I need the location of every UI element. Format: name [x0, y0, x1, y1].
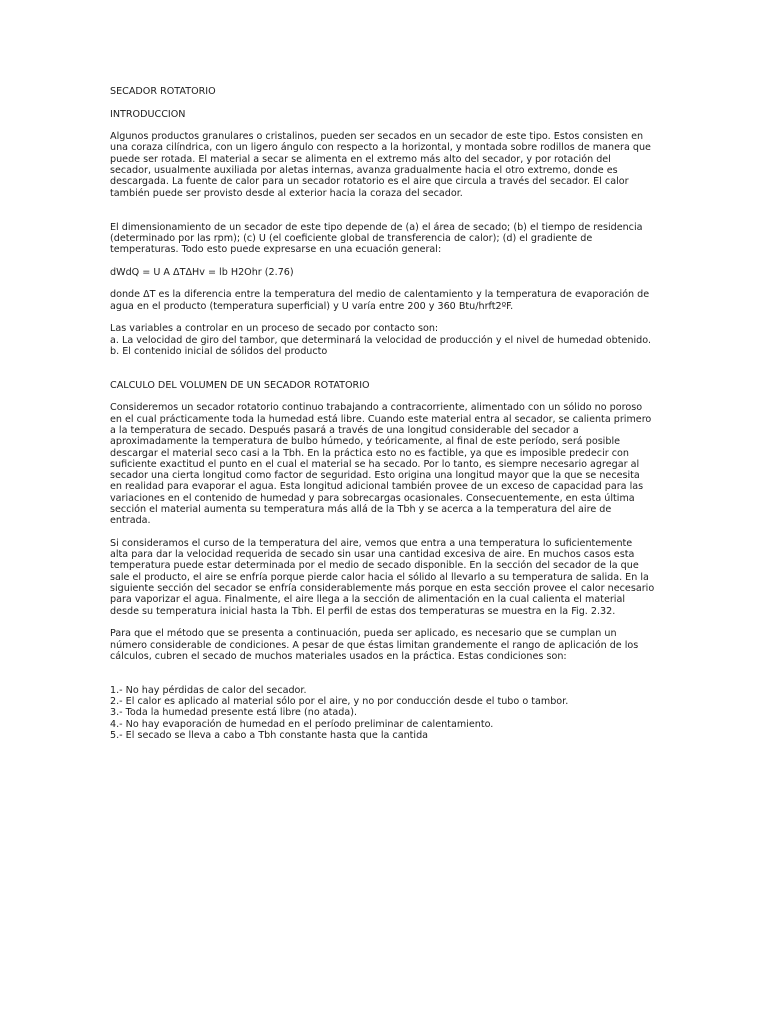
list-item: 5.- El secado se lleva a cabo a Tbh constante hasta que la cantida — [110, 729, 429, 741]
list-item: 3.- Toda la humedad presente está libre (no atada). — [110, 707, 358, 719]
conditions-list — [110, 685, 662, 741]
list-item: 2.- El calor es aplicado al material sólo por el aire, y no por conducción desde el tubo o tambor. — [110, 696, 569, 708]
paragraph-variables: Las variables a controlar en un proceso de secado por contacto son: a. La velocidad de giro del tambor, que determinará la velocidad de producción y el nivel de humedad obtenido. b. El contenido inicial de sólidos del producto — [110, 323, 651, 357]
paragraph-intro: Algunos productos granulares o cristalinos, pueden ser secados en un secador de este tipo. Estos consisten en una coraza cilíndrica, con un ligero ángulo con respecto a la horizontal, y montada sobre rodillos de manera que puede ser rotada. El material a secar se alimenta en el extremo más alto del secador, y por rotación del secador, usualmente auxiliada por aletas internas, avanza gradualmente hacia el otro extremo, donde es descargada. La fuente de calor para un secador rotatorio es el aire que circula a través del secador. El calor también puede ser provisto desde al exterior hacia la coraza del secador. — [110, 131, 651, 199]
document-title: SECADOR ROTATORIO — [110, 86, 216, 97]
paragraph-secador-continuo: Consideremos un secador rotatorio continuo trabajando a contracorriente, alimentado con un sólido no poroso en el cual prácticamente toda la humedad está libre. Cuando este material entra al secador, se calienta primero a la temperatura de secado. Después pasará a través de una longitud considerable del secador a aproximadamente la temperatura de bulbo húmedo, y teóricamente, al final de este período, será posible descargar el material seco casi a la Tbh. En la práctica esto no es factible, ya que es imposible predecir con suficiente exactitud el punto en el cual el material se ha secado. Por lo tanto, es siempre necesario agregar al secador una cierta longitud como factor de seguridad. Esto origina una longitud mayor que la que se necesita en realidad para evaporar el agua. Esta longitud adicional también provee de un exceso de capacidad para las variaciones en el contenido de humedad y para sobrecargas ocasionales. Consecuentemente, en esta última sección el material aumenta su temperatura más allá de la Tbh y se acerca a la temperatura del aire de entrada. — [110, 402, 652, 527]
section-heading-calculo: CALCULO DEL VOLUMEN DE UN SECADOR ROTATORIO — [110, 379, 370, 391]
list-item: 1.- No hay pérdidas de calor del secador. — [110, 684, 307, 696]
equation-2-76: dWdQ = U A ΔTΔHv = lb H2Ohr (2.76) — [110, 266, 294, 278]
paragraph-delta-t: donde ΔT es la diferencia entre la temperatura del medio de calentamiento y la temperatura de evaporación de agua en el producto (temperatura superficial) y U varía entre 200 y 360 Btu/hrft2ºF. — [110, 289, 650, 312]
document-page — [110, 86, 662, 741]
paragraph-condiciones-intro: Para que el método que se presenta a continuación, pueda ser aplicado, es necesario que se cumplan un número considerable de condiciones. A pesar de que éstas limitan grandemente el rango de aplicación de los cálculos, cubren el secado de muchos materiales usados en la práctica. Estas condiciones son: — [110, 628, 639, 662]
paragraph-dimensionamiento: El dimensionamiento de un secador de este tipo depende de (a) el área de secado; (b) el tiempo de residencia (determinado por las rpm); (c) U (el coeficiente global de transferencia de calor); (d) el gradiente de temperaturas. Todo esto puede expresarse en una ecuación general: — [110, 221, 643, 256]
list-item: 4.- No hay evaporación de humedad en el período preliminar de calentamiento. — [110, 718, 494, 730]
section-heading-introduccion: INTRODUCCION — [110, 108, 186, 120]
paragraph-temperatura-aire: Si consideramos el curso de la temperatura del aire, vemos que entra a una temperatura lo suficientemente alta para dar la velocidad requerida de secado sin usar una cantidad excesiva de aire. En muchos casos esta temperatura puede estar determinada por el medio de secado disponible. En la sección del secador de la que sale el producto, el aire se enfría porque pierde calor hacia el sólido al llevarlo a su temperatura de salida. En la siguiente sección del secador se enfría considerablemente más porque en esta sección provee el calor necesario para vaporizar el agua. Finalmente, el aire llega a la sección de alimentación en la cual calienta el material desde su temperatura inicial hasta la Tbh. El perfil de estas dos temperaturas se muestra en la Fig. 2.32. — [110, 537, 655, 617]
